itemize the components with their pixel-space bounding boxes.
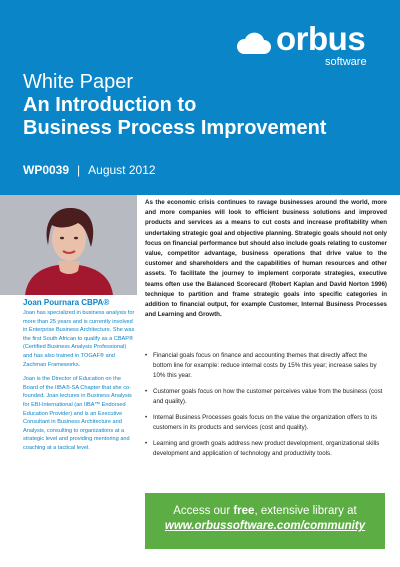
- title-line-2: Business Process Improvement: [23, 117, 327, 139]
- goal-list: [145, 351, 385, 465]
- document-date: August 2012: [88, 163, 156, 177]
- list-item: • Customer goals focus on how the customer perceives value from the business (cost and quality).: [145, 387, 385, 407]
- list-item: • Financial goals focus on finance and accounting themes that directly affect the bottom line for example: reduce internal costs by 15% this year; increase sales by 10% this year.: [145, 351, 385, 381]
- document-meta: [23, 163, 156, 177]
- cta-text: [145, 505, 385, 517]
- title-line-1: An Introduction to: [23, 94, 197, 116]
- community-banner[interactable]: [145, 493, 385, 549]
- author-bio: [23, 309, 135, 459]
- page-title: [23, 94, 383, 140]
- brand-name: orbus: [276, 20, 366, 57]
- header-banner: [0, 0, 400, 195]
- cta-emphasis: free: [233, 505, 255, 517]
- author-photo: [0, 195, 137, 295]
- brand-tagline: software: [325, 56, 367, 68]
- cta-suffix: , extensive library at: [254, 505, 357, 517]
- list-item: • Learning and growth goals address new product development, organizational skills development and application of technology and productivity tools.: [145, 439, 385, 459]
- author-bio-paragraph-1: Joan has specialized in business analysis for more than 25 years and is currently involved in Enterprise Business Architecture. She was the first South African to qualify as a CBAP® (Certified Business Analysis Professional) and has also trained in TOGAF® and Zachman Frameworks.: [23, 310, 135, 368]
- author-name: Joan Pournara CBPA®: [23, 298, 110, 307]
- list-item: • Internal Business Processes goals focus on the value the organization offers to its customers in its products and services (cost and quality).: [145, 413, 385, 433]
- meta-separator: |: [77, 163, 81, 177]
- author-bio-paragraph-2: Joan is the Director of Education on the Board of the IIBA®-SA Chapter that she co-founded. Joan lectures in Business Analysis for EBI-International (an IIBA™ Endorsed Education Provider) and is an Executive Consultant in Business Architecture and Analysis, consulting to organizations at a strategic level and providing mentoring and coaching at a tactical level.: [23, 376, 132, 451]
- intro-paragraph: As the economic crisis continues to ravage businesses around the world, more and more companies will look to efficient business solutions and improved products and services as a means to cut costs and increase profitability when undertaking strategic goal and objective planning. Strategic goals should not only focus on financial performance but should also include goals relating to customer value, competitor advantage, business operations that drive value to the customer and shareholders and the capabilities of human resources and other assets. To facilitate the journey to implement corporate strategies, executive teams often use the Balanced Scorecard (Robert Kaplan and David Norton 1996) technique to partition and frame strategic goals into specific categories in addition to financial output, for example Customer, Internal Business Processes and Learning and Growth.: [145, 199, 387, 319]
- cta-prefix: Access our: [173, 505, 234, 517]
- community-link[interactable]: www.orbussoftware.com/community: [164, 520, 366, 532]
- document-code: WP0039: [23, 163, 70, 177]
- orbus-logo[interactable]: [236, 22, 386, 72]
- document-type: White Paper: [23, 71, 134, 93]
- cloud-logo-icon: [236, 30, 272, 56]
